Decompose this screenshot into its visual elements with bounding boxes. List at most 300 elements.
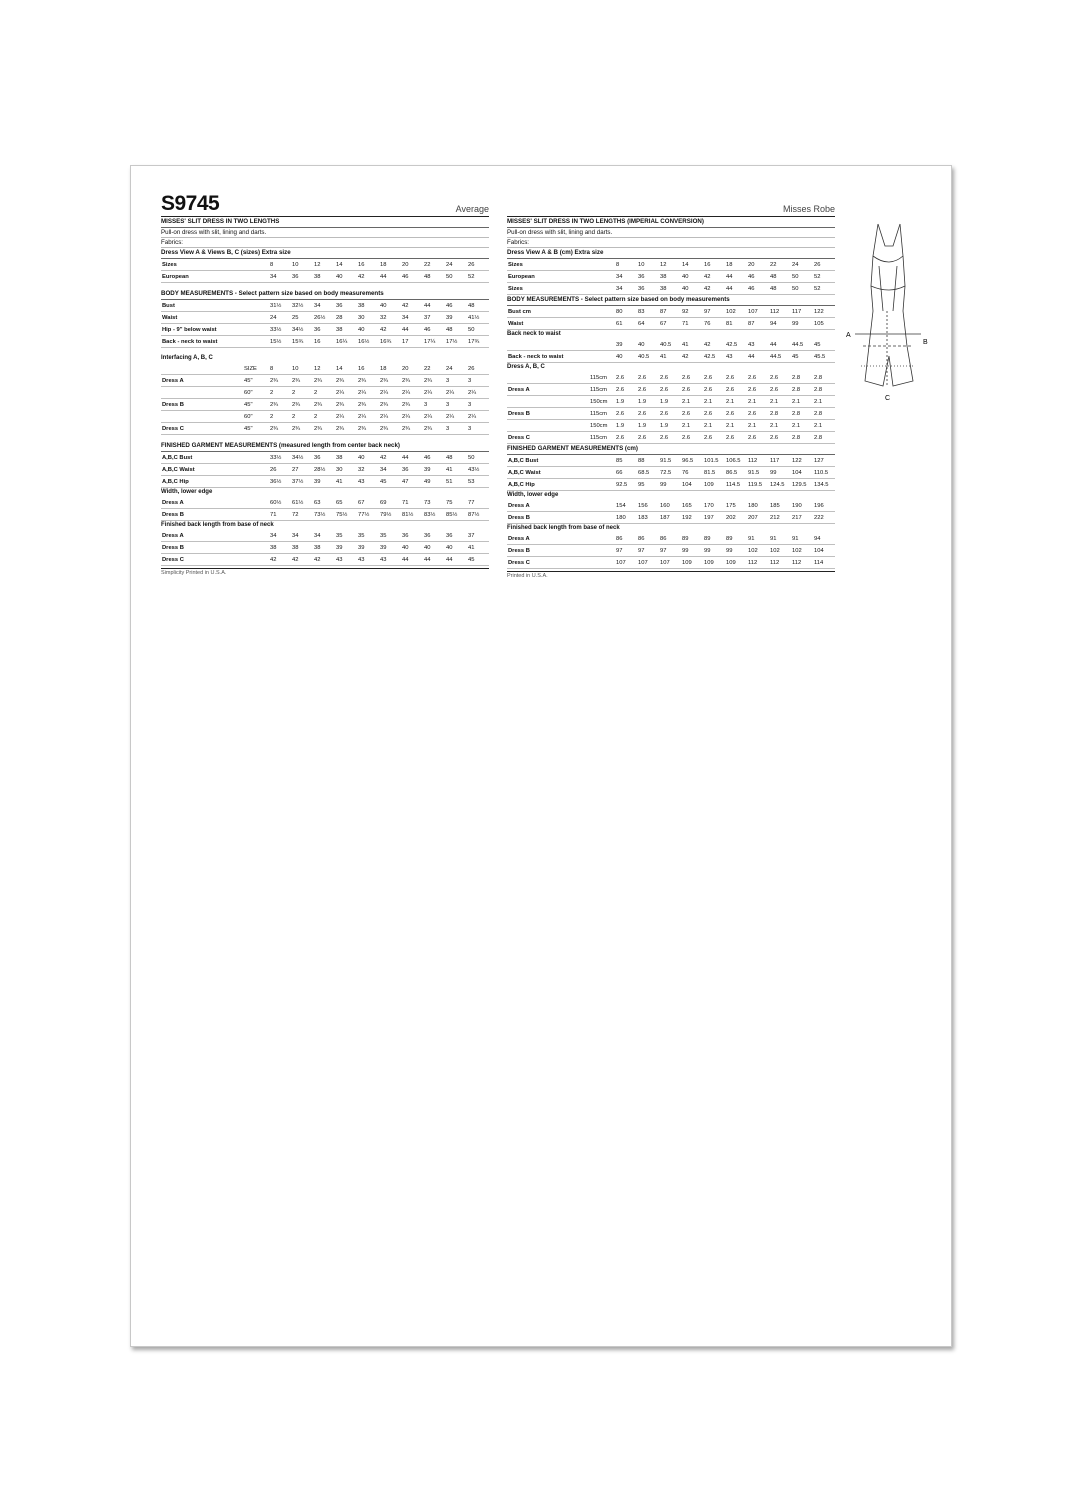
table-cell: 46 [445, 300, 467, 312]
left-width-header: Width, lower edge [161, 489, 213, 495]
right-width-header: Width, lower edge [507, 492, 559, 498]
table-cell: 20 [747, 259, 769, 271]
table-cell: 190 [791, 500, 813, 512]
row-label: Bust cm [507, 306, 589, 318]
table-cell: 97 [659, 545, 681, 557]
table-cell: 39 [357, 542, 379, 554]
table-cell: 66 [615, 467, 637, 479]
table-cell: 36 [291, 271, 313, 283]
table-cell: 2.6 [703, 408, 725, 420]
table-cell: 77½ [357, 509, 379, 521]
table-cell [589, 455, 615, 467]
row-label [161, 387, 243, 399]
table-cell: 154 [615, 500, 637, 512]
table-cell: 2.1 [791, 420, 813, 432]
table-cell: 45 [467, 554, 489, 566]
table-cell: 2.6 [747, 372, 769, 384]
table-cell: 35 [357, 530, 379, 542]
table-cell: 91.5 [747, 467, 769, 479]
table-cell: 46 [747, 271, 769, 283]
table-cell: 104 [791, 467, 813, 479]
table-cell: 2¾ [335, 423, 357, 435]
table-cell [589, 318, 615, 330]
left-description: Pull-on dress with slit, lining and darts. [161, 228, 489, 238]
table-cell: 1.9 [659, 396, 681, 408]
table-cell: 1.9 [615, 396, 637, 408]
table-cell: 99 [703, 545, 725, 557]
row-label: Dress B [161, 542, 243, 554]
table-cell: 99 [659, 479, 681, 491]
table-cell: 2.1 [813, 420, 835, 432]
table-cell: 67 [659, 318, 681, 330]
table-cell: 81.5 [703, 467, 725, 479]
table-cell: 207 [747, 512, 769, 524]
right-footer: Printed in U.S.A. [507, 571, 835, 581]
table-cell: 3 [445, 399, 467, 411]
table-cell: 51 [445, 476, 467, 488]
table-cell: 2¾ [357, 375, 379, 387]
table-cell: 2¾ [313, 375, 335, 387]
table-cell: 27 [291, 464, 313, 476]
table-cell: 1.9 [615, 420, 637, 432]
right-header [507, 194, 835, 217]
table-cell: 44 [747, 351, 769, 363]
table-cell: 2¾ [269, 423, 291, 435]
left-header [161, 194, 489, 217]
table-row [507, 500, 835, 512]
table-cell [589, 283, 615, 295]
table-cell [589, 259, 615, 271]
table-cell [243, 259, 269, 271]
table-cell: 42 [269, 554, 291, 566]
table-cell: 48 [423, 271, 445, 283]
table-cell: 36 [401, 530, 423, 542]
table-cell: 160 [659, 500, 681, 512]
table-cell: 183 [637, 512, 659, 524]
table-cell: 18 [379, 259, 401, 271]
table-cell: 28 [335, 312, 357, 324]
table-cell: 40 [379, 300, 401, 312]
table-cell: 42 [681, 351, 703, 363]
row-label: European [507, 271, 589, 283]
row-label: Dress A [161, 497, 243, 509]
table-cell: 2.6 [681, 384, 703, 396]
table-cell: 2¼ [467, 411, 489, 423]
table-cell: 60" [243, 387, 269, 399]
table-cell: 32½ [291, 300, 313, 312]
table-cell: 2¼ [401, 411, 423, 423]
table-cell: 2.1 [681, 396, 703, 408]
table-cell: 91.5 [659, 455, 681, 467]
table-cell: 43 [357, 476, 379, 488]
table-cell: 40 [401, 542, 423, 554]
table-cell: 38 [659, 271, 681, 283]
table-cell: 2¾ [335, 375, 357, 387]
right-back-header: Back neck to waist [507, 331, 561, 337]
right-back-table [507, 339, 835, 363]
table-cell: 44 [769, 339, 791, 351]
table-cell: 38 [313, 542, 335, 554]
table-cell: 33½ [269, 324, 291, 336]
table-cell: 110.5 [813, 467, 835, 479]
table-cell: 109 [703, 479, 725, 491]
table-cell: 31½ [269, 300, 291, 312]
table-cell: 2¼ [445, 411, 467, 423]
table-cell: 39 [615, 339, 637, 351]
table-cell: 22 [769, 259, 791, 271]
table-cell: 42 [379, 324, 401, 336]
table-cell [589, 545, 615, 557]
table-cell: 2.6 [703, 372, 725, 384]
table-cell: 50 [445, 271, 467, 283]
right-length-header: Finished back length from base of neck [507, 525, 620, 531]
table-cell [243, 542, 269, 554]
table-cell: 34 [269, 271, 291, 283]
table-cell [243, 476, 269, 488]
table-cell: 26 [813, 259, 835, 271]
table-cell: 34 [379, 464, 401, 476]
table-cell: 45 [813, 339, 835, 351]
table-cell: 16¾ [379, 336, 401, 348]
table-cell: 17½ [445, 336, 467, 348]
table-row [161, 324, 489, 336]
right-body-measurements-header: BODY MEASUREMENTS - Select pattern size based on body measurements [507, 295, 835, 306]
left-yardage-header: Dress View A & Views B, C (sizes) Extra size [161, 248, 489, 259]
table-cell: 45" [243, 423, 269, 435]
table-cell [243, 497, 269, 509]
table-cell: 94 [769, 318, 791, 330]
table-cell [589, 351, 615, 363]
table-cell: 36 [445, 530, 467, 542]
table-cell: 20 [401, 363, 423, 375]
row-label: A,B,C Bust [507, 455, 589, 467]
table-cell: 94 [813, 533, 835, 545]
table-cell: 2.6 [725, 372, 747, 384]
left-title: MISSES' SLIT DRESS IN TWO LENGTHS [161, 217, 489, 228]
table-cell: 26 [467, 259, 489, 271]
table-cell: 2.6 [637, 372, 659, 384]
left-body-measurements-table [161, 300, 489, 348]
table-cell: 64 [637, 318, 659, 330]
table-cell: 48 [769, 271, 791, 283]
table-row [161, 411, 489, 423]
table-cell: 39 [445, 312, 467, 324]
table-cell: 3 [423, 399, 445, 411]
table-cell: 63 [313, 497, 335, 509]
table-cell: 2¾ [401, 375, 423, 387]
left-length-table [161, 530, 489, 566]
left-size-table [161, 259, 489, 283]
table-cell: 107 [659, 557, 681, 569]
table-cell: 16 [357, 259, 379, 271]
table-cell: 44 [401, 452, 423, 464]
row-label: Dress B [507, 512, 589, 524]
table-cell: 129.5 [791, 479, 813, 491]
table-cell: 48 [445, 452, 467, 464]
table-cell: 39 [423, 464, 445, 476]
table-cell: 14 [335, 363, 357, 375]
table-cell: 43½ [467, 464, 489, 476]
table-row [161, 542, 489, 554]
table-cell: 2¼ [335, 411, 357, 423]
table-cell: 134.5 [813, 479, 835, 491]
table-cell: 38 [291, 542, 313, 554]
row-label: Dress C [507, 557, 589, 569]
table-cell: 2.6 [747, 384, 769, 396]
table-cell: 107 [747, 306, 769, 318]
table-cell: 41 [445, 464, 467, 476]
table-cell: 2.6 [769, 372, 791, 384]
table-cell: 73½ [313, 509, 335, 521]
table-cell: 60" [243, 411, 269, 423]
imperial-column [161, 194, 489, 578]
table-row [507, 467, 835, 479]
table-cell: 112 [747, 455, 769, 467]
left-finished-table [161, 452, 489, 488]
table-cell: 2.6 [615, 432, 637, 444]
table-cell: 2¾ [357, 399, 379, 411]
table-cell: 192 [681, 512, 703, 524]
table-cell: 36 [313, 324, 335, 336]
table-cell: 45" [243, 399, 269, 411]
table-cell: 10 [637, 259, 659, 271]
table-cell: 2¼ [401, 387, 423, 399]
table-cell: 2.8 [813, 432, 835, 444]
table-cell: 71 [681, 318, 703, 330]
table-cell: 41 [681, 339, 703, 351]
table-cell: 52 [813, 283, 835, 295]
table-cell: 197 [703, 512, 725, 524]
table-cell: 18 [725, 259, 747, 271]
table-cell: 124.5 [769, 479, 791, 491]
table-cell: 89 [725, 533, 747, 545]
table-cell: 104 [681, 479, 703, 491]
table-cell: 2.6 [615, 408, 637, 420]
table-cell: 15½ [269, 336, 291, 348]
table-cell: 2¾ [401, 423, 423, 435]
table-cell: 101.5 [703, 455, 725, 467]
table-row [161, 387, 489, 399]
table-cell: 112 [791, 557, 813, 569]
table-cell [589, 271, 615, 283]
table-cell: 2.6 [659, 372, 681, 384]
table-row [507, 408, 835, 420]
metric-column [507, 194, 835, 581]
table-cell: 92.5 [615, 479, 637, 491]
table-cell: 8 [615, 259, 637, 271]
table-cell [243, 452, 269, 464]
table-cell: 73 [423, 497, 445, 509]
table-cell [589, 557, 615, 569]
sketch-label-c: C [885, 395, 891, 402]
right-length-table [507, 533, 835, 569]
table-cell: 48 [467, 300, 489, 312]
table-cell: 38 [335, 452, 357, 464]
table-cell: 39 [313, 476, 335, 488]
table-cell: 46 [423, 452, 445, 464]
table-cell: 105 [813, 318, 835, 330]
table-row [507, 533, 835, 545]
table-cell: 40 [423, 542, 445, 554]
table-cell: 2¾ [269, 375, 291, 387]
table-cell: 34 [313, 300, 335, 312]
table-cell: 2.6 [703, 432, 725, 444]
table-cell: 44 [445, 554, 467, 566]
table-cell: 26½ [313, 312, 335, 324]
table-cell: 97 [637, 545, 659, 557]
table-cell: 95 [637, 479, 659, 491]
table-cell: 67 [357, 497, 379, 509]
table-cell: 112 [769, 557, 791, 569]
table-cell: 30 [335, 464, 357, 476]
table-cell: 2¼ [379, 411, 401, 423]
table-cell: 114 [813, 557, 835, 569]
table-cell: 24 [791, 259, 813, 271]
table-cell: 65 [335, 497, 357, 509]
table-cell: 87½ [467, 509, 489, 521]
table-cell: 44 [725, 271, 747, 283]
table-cell: 38 [335, 324, 357, 336]
row-label: Dress B [507, 408, 589, 420]
right-size-table [507, 259, 835, 295]
table-cell: 38 [269, 542, 291, 554]
row-label: Sizes [507, 259, 589, 271]
table-cell [243, 464, 269, 476]
table-cell: 68.5 [637, 467, 659, 479]
table-cell: 34 [615, 283, 637, 295]
table-cell: 14 [681, 259, 703, 271]
table-cell: 44.5 [769, 351, 791, 363]
table-cell: 2.8 [813, 408, 835, 420]
table-cell: 42 [703, 283, 725, 295]
table-cell: 2.6 [637, 408, 659, 420]
table-row [507, 283, 835, 295]
row-label: European [161, 271, 243, 283]
table-row [161, 423, 489, 435]
table-cell: 42 [291, 554, 313, 566]
row-label: Back - neck to waist [161, 336, 243, 348]
table-cell [243, 530, 269, 542]
table-cell: 36 [335, 300, 357, 312]
table-cell: 102 [769, 545, 791, 557]
table-cell: 2 [291, 411, 313, 423]
table-cell: 45 [379, 476, 401, 488]
table-cell: 41½ [467, 312, 489, 324]
table-cell: 35 [379, 530, 401, 542]
table-cell: 16½ [357, 336, 379, 348]
table-cell: 43 [335, 554, 357, 566]
table-cell [243, 554, 269, 566]
row-label: Dress C [161, 554, 243, 566]
table-cell: 50 [467, 324, 489, 336]
table-cell: 2¾ [401, 399, 423, 411]
table-cell: 102 [791, 545, 813, 557]
table-cell: 117 [791, 306, 813, 318]
sketch-label-a: A [846, 332, 851, 339]
table-cell: 2 [313, 411, 335, 423]
table-row [161, 259, 489, 271]
table-cell: 12 [313, 259, 335, 271]
table-cell: 2.8 [813, 384, 835, 396]
table-cell: 41 [335, 476, 357, 488]
table-cell: 109 [725, 557, 747, 569]
table-cell: 2¼ [357, 411, 379, 423]
table-cell: 46 [401, 271, 423, 283]
left-body-measurements-header: BODY MEASUREMENTS - Select pattern size based on body measurements [161, 289, 489, 300]
table-cell: 37½ [291, 476, 313, 488]
table-cell: 115cm [589, 432, 615, 444]
table-cell: SIZE [243, 363, 269, 375]
table-cell: 2¾ [291, 399, 313, 411]
right-body-measurements-table [507, 306, 835, 330]
table-cell: 36 [423, 530, 445, 542]
table-cell: 2.6 [637, 384, 659, 396]
table-cell: 2.1 [747, 396, 769, 408]
table-cell [589, 500, 615, 512]
table-row [161, 271, 489, 283]
table-cell: 24 [269, 312, 291, 324]
table-cell: 34 [615, 271, 637, 283]
table-cell: 2¼ [379, 387, 401, 399]
row-label [507, 396, 589, 408]
table-cell: 3 [445, 423, 467, 435]
table-cell: 2.6 [615, 372, 637, 384]
table-cell: 39 [335, 542, 357, 554]
table-row [161, 363, 489, 375]
table-cell: 41 [467, 542, 489, 554]
table-cell: 2.6 [747, 432, 769, 444]
table-cell: 24 [445, 363, 467, 375]
table-cell: 32 [357, 464, 379, 476]
table-cell: 2.6 [725, 408, 747, 420]
table-cell: 17¼ [423, 336, 445, 348]
table-cell: 104 [813, 545, 835, 557]
table-cell: 87 [659, 306, 681, 318]
table-cell: 1.9 [659, 420, 681, 432]
table-cell: 2.6 [659, 384, 681, 396]
table-cell: 42 [703, 271, 725, 283]
pattern-code: S9745 [161, 192, 220, 215]
table-row [161, 509, 489, 521]
table-cell: 17 [401, 336, 423, 348]
table-cell: 180 [615, 512, 637, 524]
table-cell: 38 [357, 300, 379, 312]
table-cell: 69 [379, 497, 401, 509]
table-cell: 2¾ [313, 423, 335, 435]
table-cell: 83½ [423, 509, 445, 521]
table-cell: 61½ [291, 497, 313, 509]
table-cell: 2.6 [681, 372, 703, 384]
row-label: Dress B [161, 399, 243, 411]
row-label [507, 420, 589, 432]
row-label: Sizes [507, 283, 589, 295]
table-row [507, 512, 835, 524]
left-footer: Simplicity Printed in U.S.A. [161, 568, 489, 578]
table-cell: 25 [291, 312, 313, 324]
row-label: A,B,C Hip [161, 476, 243, 488]
table-cell: 115cm [589, 408, 615, 420]
table-row [507, 318, 835, 330]
table-cell: 117 [769, 455, 791, 467]
table-cell: 150cm [589, 420, 615, 432]
table-cell: 86 [637, 533, 659, 545]
table-cell: 2.8 [791, 432, 813, 444]
table-cell: 40 [637, 339, 659, 351]
table-row [161, 476, 489, 488]
row-label [507, 372, 589, 384]
table-cell: 87 [747, 318, 769, 330]
left-yardage-table [161, 363, 489, 435]
